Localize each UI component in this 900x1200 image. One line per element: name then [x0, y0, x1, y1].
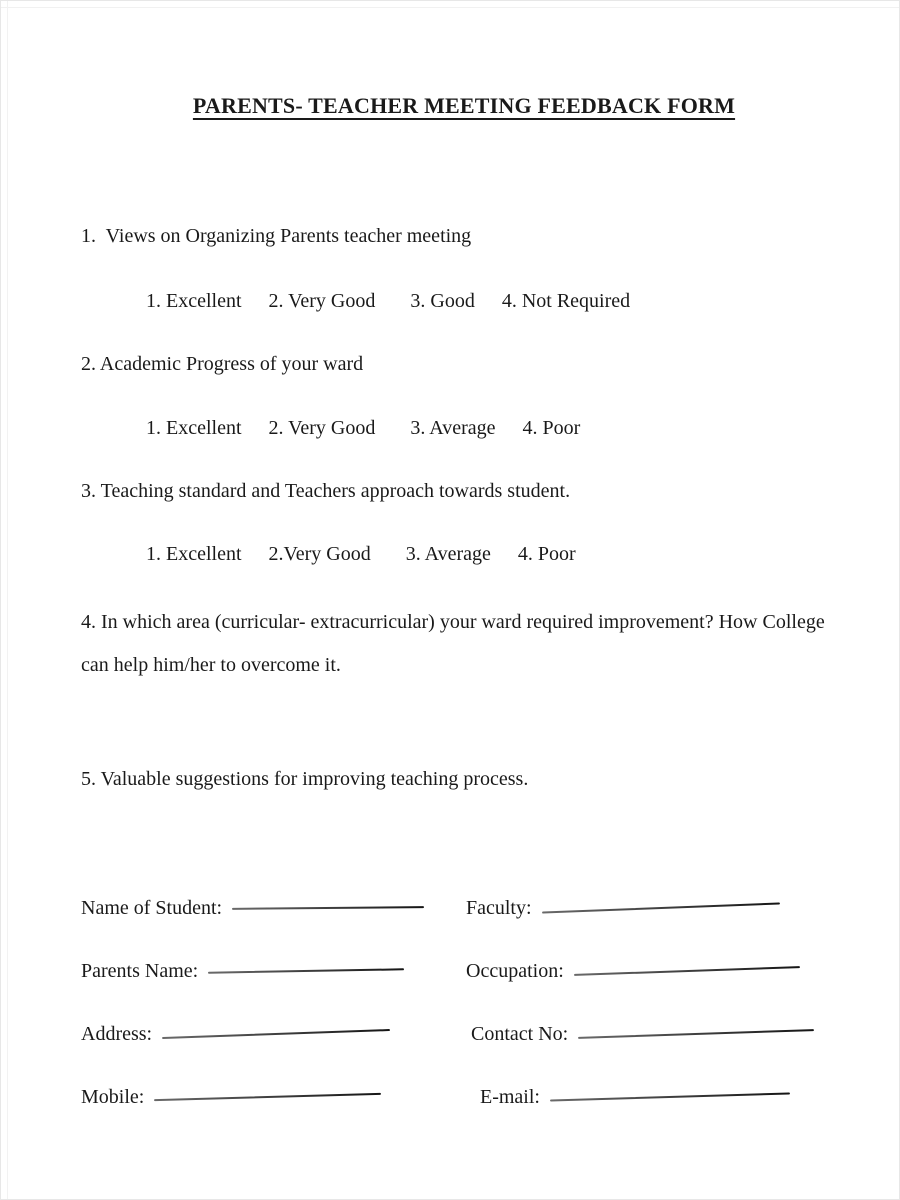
field-label-contact-no: Contact No:	[471, 1022, 569, 1045]
scan-frame-line	[1, 7, 899, 8]
question-3: 3. Teaching standard and Teachers approach towards student.	[81, 480, 571, 502]
option-average: 3. Average	[410, 417, 496, 439]
fill-line-parents-name	[208, 968, 404, 973]
field-label-name-of-student: Name of Student:	[81, 896, 223, 919]
fill-line-name-of-student	[232, 906, 424, 910]
fill-line-email	[550, 1092, 790, 1101]
option-excellent: 1. Excellent	[146, 543, 242, 565]
question-5: 5. Valuable suggestions for improving teaching process.	[81, 768, 529, 790]
option-very-good: 2. Very Good	[268, 417, 376, 439]
field-label-parents-name: Parents Name:	[81, 959, 199, 982]
fill-line-faculty	[542, 902, 780, 913]
field-label-occupation: Occupation:	[466, 959, 564, 982]
question-2: 2. Academic Progress of your ward	[81, 353, 364, 375]
option-very-good: 2.Very Good	[268, 543, 371, 565]
form-row-student-faculty	[81, 893, 847, 923]
option-average: 3. Average	[405, 543, 491, 565]
field-label-address: Address:	[81, 1022, 153, 1045]
field-label-email: E-mail:	[480, 1085, 540, 1108]
fill-line-contact-no	[578, 1029, 814, 1039]
field-label-mobile: Mobile:	[81, 1085, 145, 1108]
field-label-faculty: Faculty:	[466, 896, 532, 919]
form-row-parents-occupation	[81, 956, 847, 986]
fill-line-mobile	[154, 1092, 381, 1100]
fill-line-address	[162, 1029, 390, 1039]
question-1: 1. Views on Organizing Parents teacher meeting	[81, 225, 472, 247]
question-4: 4. In which area (curricular- extracurricular) your ward required improvement? How College can help him/her to overcome it.	[81, 611, 830, 676]
form-title: PARENTS- TEACHER MEETING FEEDBACK FORM	[192, 93, 736, 118]
option-excellent: 1. Excellent	[146, 417, 242, 439]
option-not-required: 4. Not Required	[501, 290, 631, 312]
scan-frame-line	[7, 1, 8, 1199]
option-very-good: 2. Very Good	[268, 290, 376, 312]
question-3-options	[81, 541, 847, 567]
form-row-mobile-email	[81, 1082, 847, 1112]
question-1-options	[81, 288, 847, 314]
contact-fields-section	[81, 893, 847, 1112]
question-2-options	[81, 415, 847, 441]
fill-line-occupation	[574, 966, 800, 976]
form-row-address-contact	[81, 1019, 847, 1049]
option-good: 3. Good	[410, 290, 475, 312]
option-poor: 4. Poor	[522, 417, 581, 439]
option-poor: 4. Poor	[517, 543, 576, 565]
option-excellent: 1. Excellent	[146, 290, 242, 312]
